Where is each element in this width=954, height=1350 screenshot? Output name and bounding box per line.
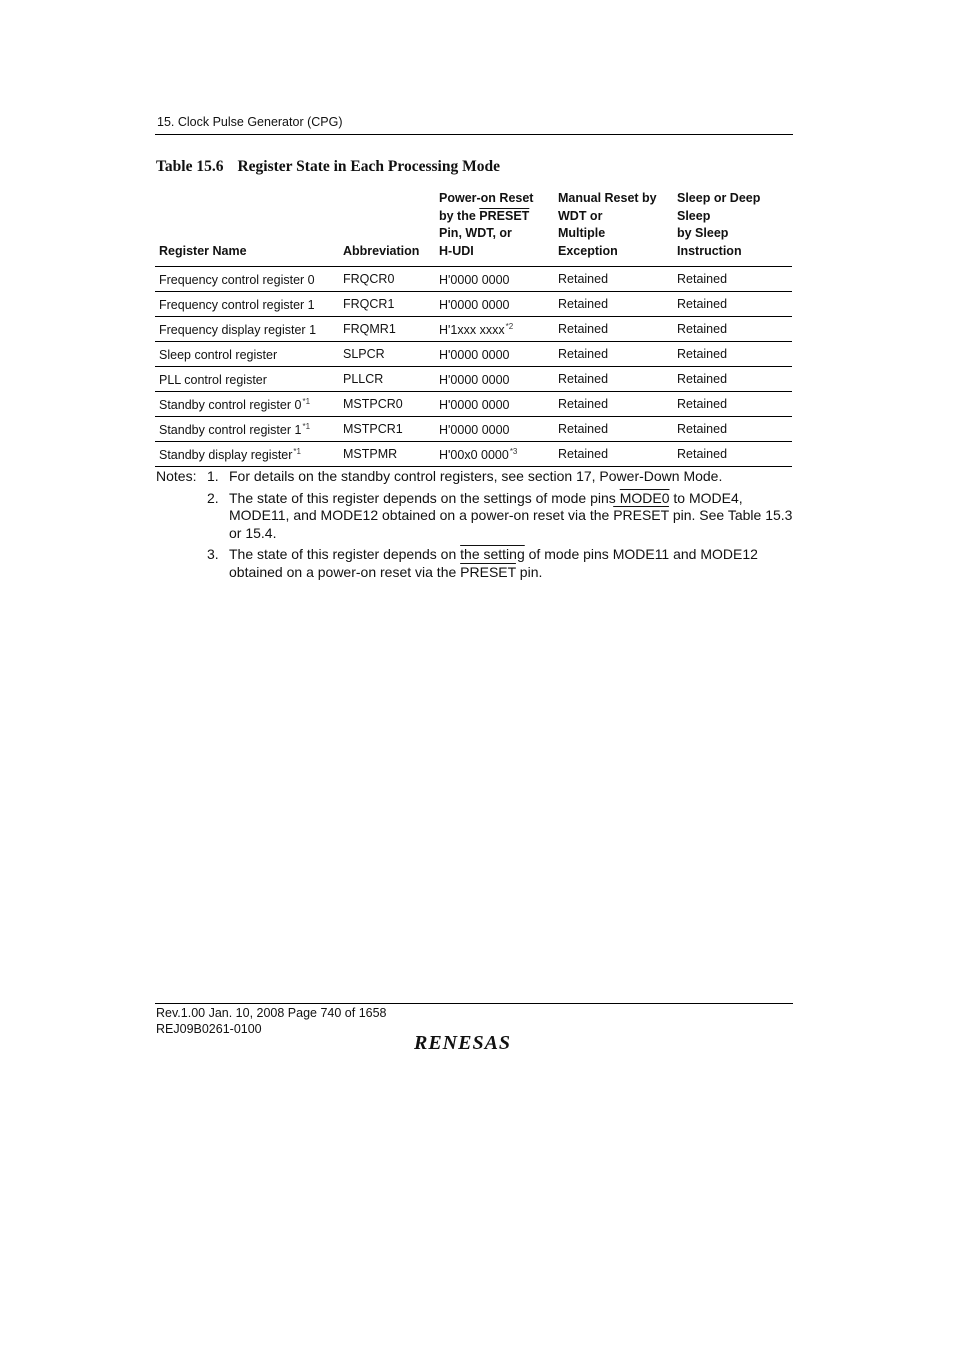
cell-register-name: Standby control register 0$^{*1}$ bbox=[155, 392, 339, 417]
cell-sleep: Retained bbox=[673, 442, 792, 467]
cell-manual-reset: Retained bbox=[554, 342, 673, 367]
table-number: Table 15.6 bbox=[156, 158, 224, 175]
renesas-logo-mark bbox=[413, 1031, 535, 1053]
cell-abbreviation: FRQCR1 bbox=[339, 292, 435, 317]
table-row bbox=[155, 317, 792, 342]
note-1 bbox=[155, 468, 793, 486]
revision-info: Rev.1.00 Jan. 10, 2008 Page 740 of 1658 bbox=[156, 1006, 387, 1020]
note-number: 2. bbox=[207, 489, 219, 506]
renesas-logo-text: RENESAS bbox=[414, 1032, 512, 1053]
note-number: 3. bbox=[207, 546, 219, 562]
cell-abbreviation: MSTPMR bbox=[339, 442, 435, 467]
header-power-on-reset: Power-on Reset by the PRESET Pin, WDT, or H-UDI bbox=[435, 190, 554, 267]
cell-abbreviation: MSTPCR1 bbox=[339, 417, 435, 442]
table-row bbox=[155, 442, 792, 467]
cell-manual-reset: Retained bbox=[554, 267, 673, 292]
note-3 bbox=[155, 546, 793, 581]
cell-power-on-reset: H'0000 0000 bbox=[435, 367, 554, 392]
note-text: The state of this register depends on the setting of mode pins MODE11 and MODE12 obtained on a power-on reset via the PRESET pin. bbox=[229, 546, 758, 580]
cell-register-name: Frequency display register 1 bbox=[155, 317, 339, 342]
table-row bbox=[155, 392, 792, 417]
cell-manual-reset: Retained bbox=[554, 392, 673, 417]
header-register-name: Register Name bbox=[155, 190, 339, 267]
cell-manual-reset: Retained bbox=[554, 442, 673, 467]
cell-sleep: Retained bbox=[673, 392, 792, 417]
table-row bbox=[155, 267, 792, 292]
note-text: For details on the standby control registers, see section 17, Power-Down Mode. bbox=[229, 468, 723, 484]
cell-sleep: Retained bbox=[673, 342, 792, 367]
cell-abbreviation: MSTPCR0 bbox=[339, 392, 435, 417]
table-notes bbox=[155, 468, 793, 585]
page-header bbox=[155, 114, 793, 135]
cell-abbreviation: SLPCR bbox=[339, 342, 435, 367]
header-sleep: Sleep or Deep Sleep by Sleep Instruction bbox=[673, 190, 792, 267]
table-caption bbox=[156, 158, 500, 176]
cell-power-on-reset: H'0000 0000 bbox=[435, 342, 554, 367]
renesas-logo bbox=[413, 1031, 535, 1058]
cell-manual-reset: Retained bbox=[554, 367, 673, 392]
table-row bbox=[155, 417, 792, 442]
cell-abbreviation: FRQCR0 bbox=[339, 267, 435, 292]
cell-power-on-reset: H'0000 0000 bbox=[435, 392, 554, 417]
header-manual-reset: Manual Reset by WDT or Multiple Exception bbox=[554, 190, 673, 267]
cell-power-on-reset: H'0000 0000 bbox=[435, 417, 554, 442]
note-number: 1. bbox=[207, 468, 219, 484]
register-state-table bbox=[155, 190, 792, 467]
cell-abbreviation: PLLCR bbox=[339, 367, 435, 392]
cell-register-name: Standby control register 1$^{*1}$ bbox=[155, 417, 339, 442]
cell-power-on-reset: H'0000 0000 bbox=[435, 267, 554, 292]
cell-power-on-reset: H'1xxx xxxx$^{*2}$ bbox=[435, 317, 554, 342]
cell-register-name: Standby display register$^{*1}$ bbox=[155, 442, 339, 467]
section-title: 15. Clock Pulse Generator (CPG) bbox=[157, 115, 343, 129]
cell-sleep: Retained bbox=[673, 317, 792, 342]
cell-sleep: Retained bbox=[673, 267, 792, 292]
cell-register-name: PLL control register bbox=[155, 367, 339, 392]
cell-register-name: Frequency control register 1 bbox=[155, 292, 339, 317]
note-text: The state of this register depends on the settings of mode pins MODE0 to MODE4, MODE11, and MODE12 obtained on a power-on reset via the PRESET pin. See Table 15.3 or 15.4. bbox=[229, 489, 793, 541]
cell-power-on-reset: H'0000 0000 bbox=[435, 292, 554, 317]
table-header-row bbox=[155, 190, 792, 267]
document-number: REJ09B0261-0100 bbox=[156, 1021, 262, 1036]
cell-sleep: Retained bbox=[673, 417, 792, 442]
table-row bbox=[155, 292, 792, 317]
header-abbreviation: Abbreviation bbox=[339, 190, 435, 267]
cell-sleep: Retained bbox=[673, 367, 792, 392]
table-title: Register State in Each Processing Mode bbox=[237, 158, 500, 175]
cell-register-name: Sleep control register bbox=[155, 342, 339, 367]
cell-abbreviation: FRQMR1 bbox=[339, 317, 435, 342]
cell-manual-reset: Retained bbox=[554, 292, 673, 317]
note-2 bbox=[155, 490, 793, 543]
cell-sleep: Retained bbox=[673, 292, 792, 317]
table-row bbox=[155, 367, 792, 392]
cell-manual-reset: Retained bbox=[554, 317, 673, 342]
table-row bbox=[155, 342, 792, 367]
notes-label: Notes: bbox=[156, 468, 197, 484]
cell-register-name: Frequency control register 0 bbox=[155, 267, 339, 292]
cell-power-on-reset: H'00x0 0000$^{*3}$ bbox=[435, 442, 554, 467]
cell-manual-reset: Retained bbox=[554, 417, 673, 442]
